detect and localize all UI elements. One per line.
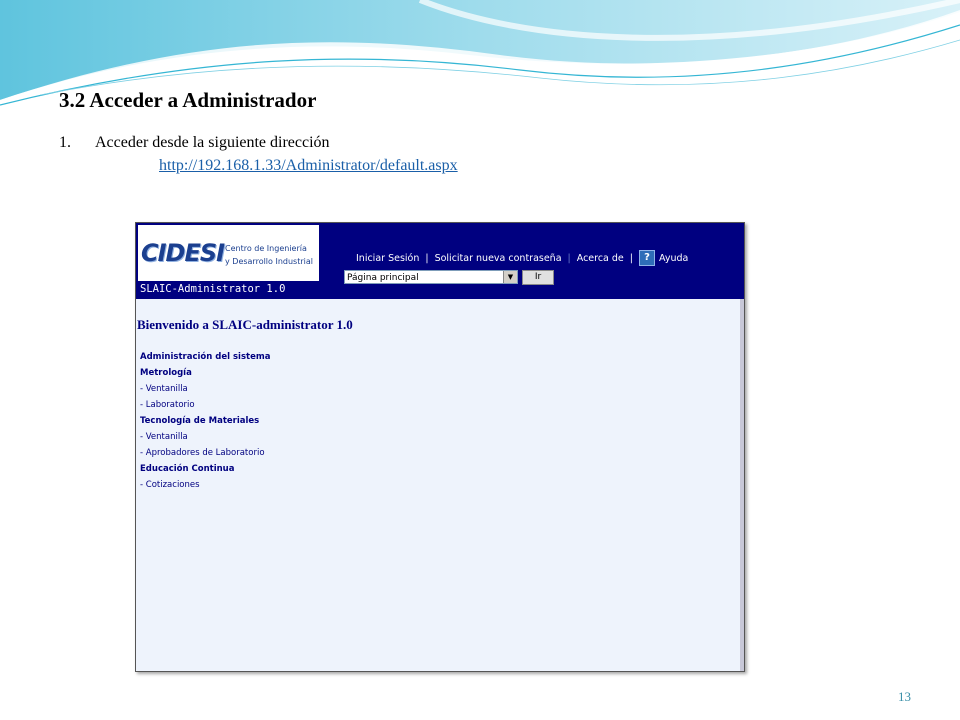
go-button[interactable]: Ir xyxy=(522,270,554,285)
login-link[interactable]: Iniciar Sesión xyxy=(356,252,420,264)
menu-item[interactable]: - Cotizaciones xyxy=(140,480,200,490)
help-link[interactable]: Ayuda xyxy=(658,252,689,264)
app-header xyxy=(136,223,744,299)
logo-caption-line1: Centro de Ingeniería xyxy=(225,244,307,253)
top-navigation xyxy=(356,250,688,266)
step-instruction xyxy=(59,134,330,152)
step-text: Acceder desde la siguiente dirección xyxy=(95,134,330,151)
admin-url-link[interactable]: http://192.168.1.33/Administrator/default.aspx xyxy=(159,157,458,174)
menu-item[interactable]: - Laboratorio xyxy=(140,400,195,410)
menu-section-heading[interactable]: Metrología xyxy=(140,368,192,378)
nav-separator: | xyxy=(567,252,571,264)
menu-item[interactable]: - Ventanilla xyxy=(140,384,188,394)
nav-separator: | xyxy=(425,252,429,264)
slide-title: 3.2 Acceder a Administrador xyxy=(59,88,317,112)
app-screenshot xyxy=(135,222,745,672)
help-icon[interactable]: ? xyxy=(639,250,655,266)
menu-section-heading[interactable]: Educación Continua xyxy=(140,464,235,474)
logo-caption xyxy=(225,242,319,268)
page-select[interactable] xyxy=(344,270,518,284)
step-number: 1. xyxy=(59,134,71,151)
page-select-value: Página principal xyxy=(347,273,419,283)
menu-item[interactable]: - Aprobadores de Laboratorio xyxy=(140,448,265,458)
about-link[interactable]: Acerca de xyxy=(576,252,624,264)
logo-caption-line2: y Desarrollo Industrial xyxy=(225,257,313,266)
logo-mark: CIDESI xyxy=(141,239,225,267)
request-password-link[interactable]: Solicitar nueva contraseña xyxy=(434,252,562,264)
scrollbar[interactable] xyxy=(740,299,744,671)
menu-section-heading[interactable]: Administración del sistema xyxy=(140,352,271,362)
welcome-heading: Bienvenido a SLAIC-administrator 1.0 xyxy=(137,317,353,332)
page-number: 13 xyxy=(898,689,911,704)
menu-item[interactable]: - Ventanilla xyxy=(140,432,188,442)
nav-separator: | xyxy=(629,252,633,264)
logo xyxy=(138,225,319,281)
admin-menu xyxy=(140,349,270,493)
chevron-down-icon[interactable]: ▼ xyxy=(503,271,517,283)
app-title: SLAIC-Administrator 1.0 xyxy=(140,283,286,295)
menu-section-heading[interactable]: Tecnología de Materiales xyxy=(140,416,260,426)
